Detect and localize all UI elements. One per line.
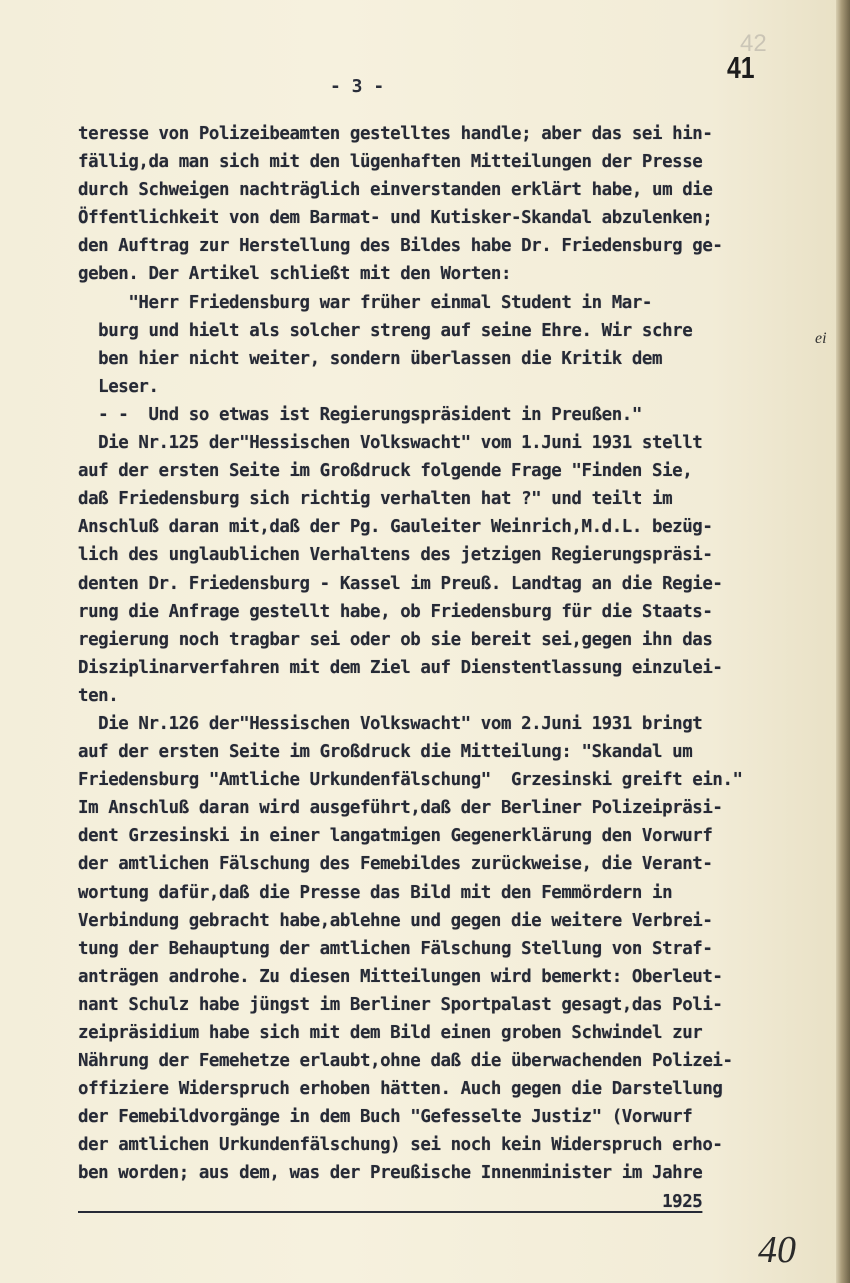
- text-line: teresse von Polizeibeamten gestelltes handle; aber das sei hin-: [78, 124, 713, 144]
- text-line: burg und hielt als solcher streng auf seine Ehre. Wir schre: [78, 320, 693, 341]
- text-line: Nährung der Femehetze erlaubt,ohne daß die überwachenden Polizei-: [78, 1051, 733, 1072]
- text-line: lich des unglaublichen Verhaltens des jetzigen Regierungspräsi-: [78, 545, 713, 566]
- text-line: "Herr Friedensburg war früher einmal Student in Mar-: [78, 292, 652, 313]
- text-line: wortung dafür,daß die Presse das Bild mit den Femmördern in: [78, 882, 673, 903]
- text-line: zeipräsidium habe sich mit dem Bild einen groben Schwindel zur: [78, 1023, 703, 1043]
- text-line: dent Grzesinski in einer langatmigen Gegenerklärung den Vorwurf: [78, 826, 713, 847]
- typed-body: [78, 120, 826, 1216]
- text-line: rung die Anfrage gestellt habe, ob Friedensburg für die Staats-: [78, 601, 713, 622]
- text-line: anträgen androhe. Zu diesen Mitteilungen wird bemerkt: Oberleut-: [78, 966, 723, 987]
- text-line: Im Anschluß daran wird ausgeführt,daß der Berliner Polizeipräsi-: [78, 798, 723, 819]
- text-line: tung der Behauptung der amtlichen Fälschung Stellung von Straf-: [78, 938, 713, 959]
- text-line: 1925: [78, 1191, 703, 1212]
- text-line: offiziere Widerspruch erhoben hätten. Auch gegen die Darstellung: [78, 1079, 723, 1100]
- text-line: Die Nr.126 der"Hessischen Volkswacht" vom 2.Juni 1931 bringt: [78, 713, 703, 734]
- text-line: Friedensburg "Amtliche Urkundenfälschung" Grzesinski greift ein.": [78, 770, 743, 791]
- text-line: Öffentlichkeit von dem Barmat- und Kutisker-Skandal abzulenken;: [78, 208, 713, 229]
- text-line: daß Friedensburg sich richtig verhalten hat ?" und teilt im: [78, 489, 673, 510]
- page-header: - 3 -: [330, 76, 385, 97]
- text-line: geben. Der Artikel schließt mit den Worten:: [78, 264, 512, 285]
- handwritten-page-number: 40: [758, 1229, 796, 1271]
- text-line: der amtlichen Fälschung des Femebildes zurückweise, die Verant-: [78, 854, 713, 875]
- text-line: auf der ersten Seite im Großdruck die Mitteilung: "Skandal um: [78, 742, 693, 763]
- text-line: Verbindung gebracht habe,ablehne und gegen die weitere Verbrei-: [78, 910, 713, 931]
- text-line: regierung noch tragbar sei oder ob sie bereit sei,gegen ihn das: [78, 629, 713, 650]
- text-line: Leser.: [78, 376, 159, 397]
- page-edge: [836, 0, 850, 1283]
- text-line: denten Dr. Friedensburg - Kassel im Preuß. Landtag an die Regie-: [78, 573, 723, 594]
- text-line: der Femebildvorgänge in dem Buch "Gefesselte Justiz" (Vorwurf: [78, 1107, 693, 1128]
- text-line: durch Schweigen nachträglich einverstanden erklärt habe, um die: [78, 180, 713, 201]
- text-line: den Auftrag zur Herstellung des Bildes habe Dr. Friedensburg ge-: [78, 236, 723, 257]
- text-line: ben worden; aus dem, was der Preußische Innenminister im Jahre: [78, 1163, 703, 1184]
- text-line: auf der ersten Seite im Großdruck folgende Frage "Finden Sie,: [78, 461, 693, 482]
- text-line: Die Nr.125 der"Hessischen Volkswacht" vom 1.Juni 1931 stellt: [78, 433, 703, 454]
- page-number-stamp: 41: [727, 50, 755, 85]
- faint-page-number: 42: [740, 30, 767, 57]
- text-line: der amtlichen Urkundenfälschung) sei noch kein Widerspruch erho-: [78, 1135, 723, 1156]
- text-line: ben hier nicht weiter, sondern überlassen die Kritik dem: [78, 348, 663, 369]
- text-line: - - Und so etwas ist Regierungspräsident in Preußen.": [78, 404, 642, 425]
- text-line: Anschluß daran mit,daß der Pg. Gauleiter Weinrich,M.d.L. bezüg-: [78, 517, 713, 538]
- text-line: Disziplinarverfahren mit dem Ziel auf Dienstentlassung einzulei-: [78, 657, 723, 678]
- text-line: ten.: [78, 685, 119, 706]
- text-line: fällig,da man sich mit den lügenhaften Mitteilungen der Presse: [78, 152, 703, 173]
- handwritten-margin-note: ei: [815, 330, 827, 347]
- text-line: nant Schulz habe jüngst im Berliner Sportpalast gesagt,das Poli-: [78, 994, 723, 1015]
